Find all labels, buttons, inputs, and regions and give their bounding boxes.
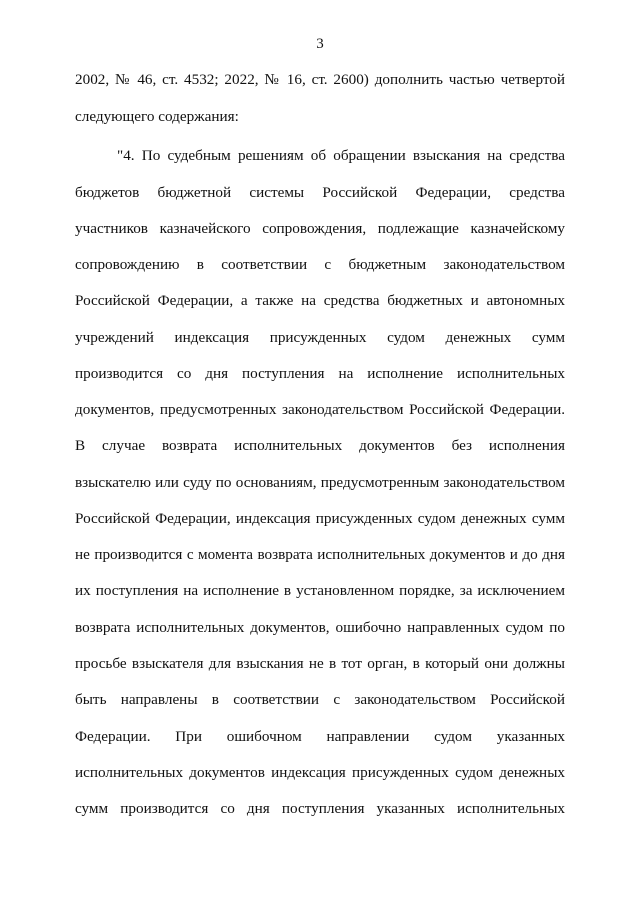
text-line: Российской Федерации, индексация присужденных судом денежных сумм xyxy=(75,510,565,527)
text-line: следующего содержания: xyxy=(75,108,239,125)
text-line: возврата исполнительных документов, ошибочно направленных судом по xyxy=(75,619,565,636)
text-line: сумм производится со дня поступления указанных исполнительных xyxy=(75,800,565,817)
text-line: бюджетов бюджетной системы Российской Федерации, средства xyxy=(75,184,565,201)
text-line: производится со дня поступления на исполнение исполнительных xyxy=(75,365,565,382)
text-line: учреждений индексация присужденных судом денежных сумм xyxy=(75,329,565,346)
text-line: быть направлены в соответствии с законодательством Российской xyxy=(75,691,565,708)
text-line: Федерации. При ошибочном направлении судом указанных xyxy=(75,728,565,745)
text-line: 2002, № 46, ст. 4532; 2022, № 16, ст. 2600) дополнить частью четвертой xyxy=(75,71,565,88)
text-line: просьбе взыскателя для взыскания не в тот орган, в который они должны xyxy=(75,655,565,672)
text-line: взыскателю или суду по основаниям, предусмотренным законодательством xyxy=(75,474,565,491)
paragraph-start-line: "4. По судебным решениям об обращении взыскания на средства xyxy=(117,147,565,164)
text-line: В случае возврата исполнительных документов без исполнения xyxy=(75,437,565,454)
text-line: исполнительных документов индексация присужденных судом денежных xyxy=(75,764,565,781)
text-line: их поступления на исполнение в установленном порядке, за исключением xyxy=(75,582,565,599)
page-number: 3 xyxy=(316,36,324,52)
text-line: сопровождению в соответствии с бюджетным законодательством xyxy=(75,256,565,273)
text-line: Российской Федерации, а также на средства бюджетных и автономных xyxy=(75,292,565,309)
text-line: не производится с момента возврата исполнительных документов и до дня xyxy=(75,546,565,563)
text-line: документов, предусмотренных законодательством Российской Федерации. xyxy=(75,401,565,418)
text-line: участников казначейского сопровождения, подлежащие казначейскому xyxy=(75,220,565,237)
